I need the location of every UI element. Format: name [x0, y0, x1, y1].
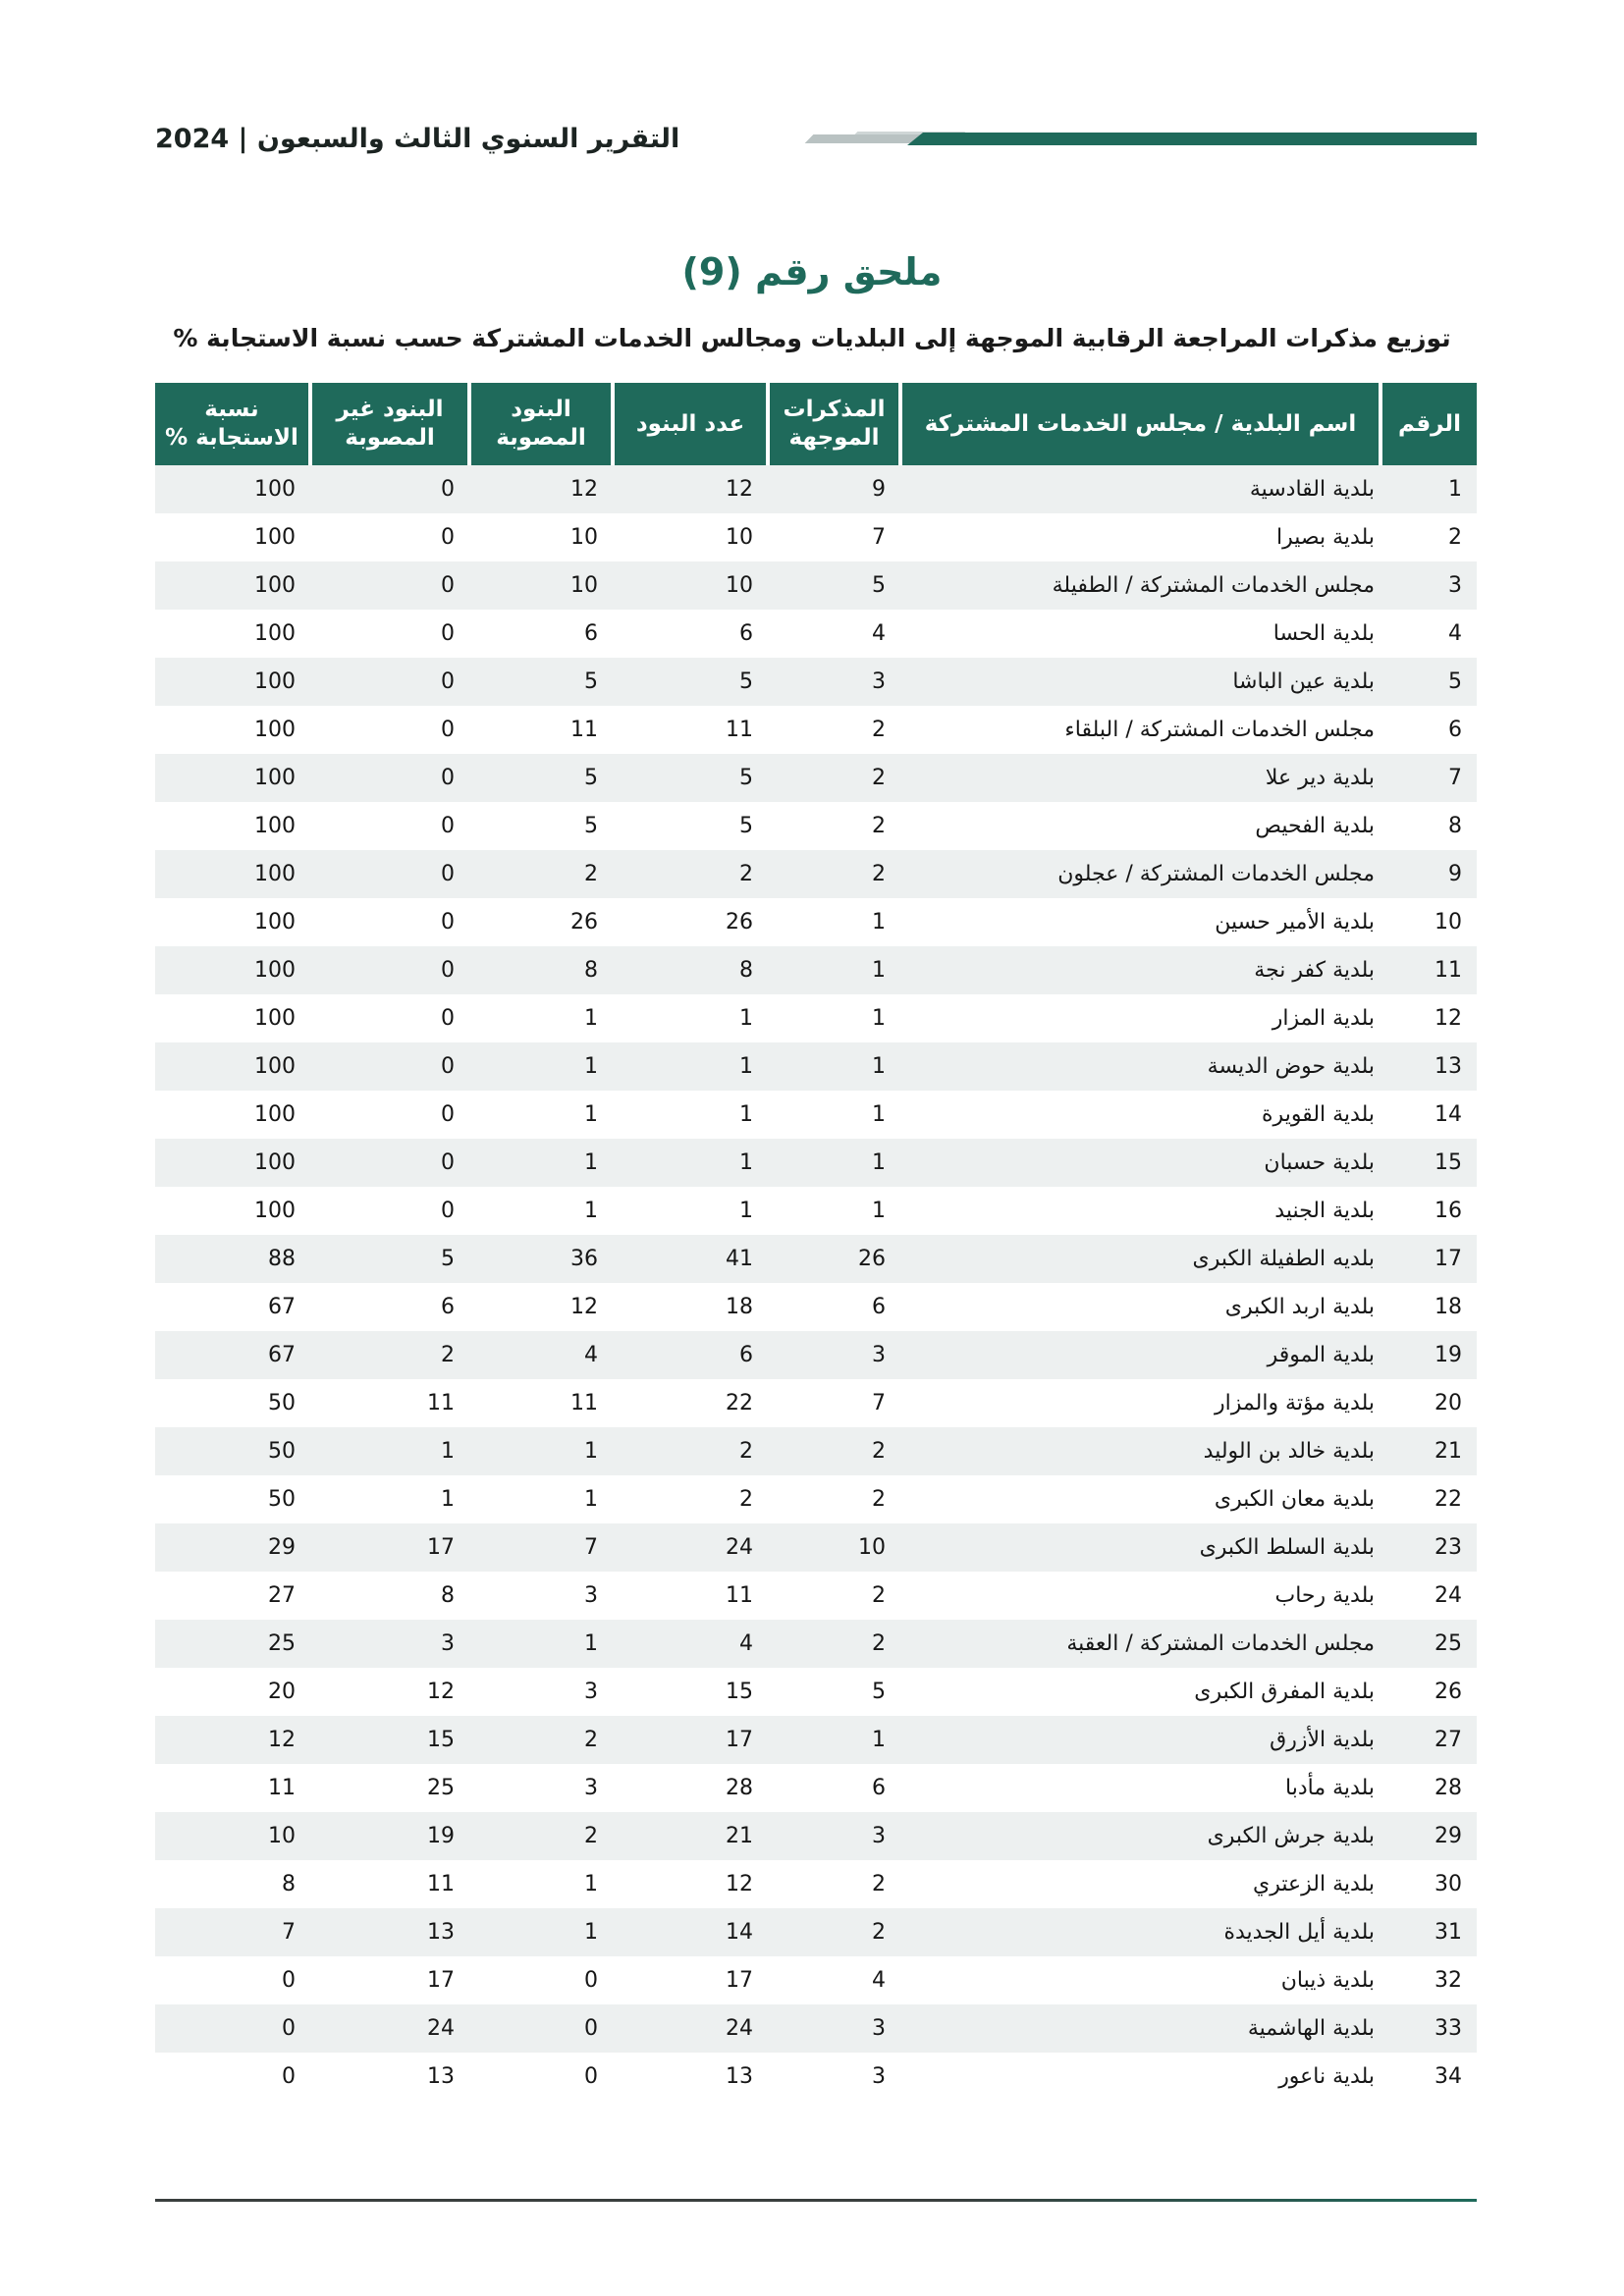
- cell-uncorrected: 5: [310, 1235, 469, 1283]
- cell-items: 5: [613, 658, 768, 706]
- cell-items: 1: [613, 994, 768, 1042]
- cell-response: 20: [155, 1668, 310, 1716]
- cell-memos: 2: [768, 1572, 900, 1620]
- cell-corrected: 3: [469, 1764, 613, 1812]
- cell-name: بلدية السلط الكبرى: [900, 1523, 1380, 1572]
- cell-response: 100: [155, 850, 310, 898]
- cell-num: 3: [1380, 561, 1477, 610]
- cell-response: 100: [155, 898, 310, 946]
- cell-items: 6: [613, 610, 768, 658]
- cell-items: 28: [613, 1764, 768, 1812]
- cell-items: 41: [613, 1235, 768, 1283]
- col-header-items: عدد البنود: [613, 383, 768, 465]
- cell-items: 12: [613, 1860, 768, 1908]
- cell-uncorrected: 15: [310, 1716, 469, 1764]
- cell-name: بلدية رحاب: [900, 1572, 1380, 1620]
- cell-items: 11: [613, 1572, 768, 1620]
- cell-memos: 1: [768, 1716, 900, 1764]
- cell-corrected: 1: [469, 1187, 613, 1235]
- cell-response: 25: [155, 1620, 310, 1668]
- cell-num: 18: [1380, 1283, 1477, 1331]
- cell-memos: 2: [768, 1860, 900, 1908]
- cell-num: 32: [1380, 1956, 1477, 2004]
- cell-uncorrected: 0: [310, 754, 469, 802]
- cell-response: 100: [155, 658, 310, 706]
- cell-uncorrected: 19: [310, 1812, 469, 1860]
- header-decorative-bar: [791, 131, 1477, 148]
- table-row: [155, 1427, 1477, 1475]
- cell-corrected: 8: [469, 946, 613, 994]
- cell-items: 14: [613, 1908, 768, 1956]
- cell-response: 7: [155, 1908, 310, 1956]
- cell-response: 12: [155, 1716, 310, 1764]
- cell-response: 88: [155, 1235, 310, 1283]
- appendix-title: ملحق رقم (9): [681, 250, 943, 294]
- table-row: [155, 1860, 1477, 1908]
- cell-items: 26: [613, 898, 768, 946]
- cell-name: بلدية بصيرا: [900, 513, 1380, 561]
- cell-memos: 2: [768, 802, 900, 850]
- cell-uncorrected: 12: [310, 1668, 469, 1716]
- table-row: [155, 1764, 1477, 1812]
- cell-num: 25: [1380, 1620, 1477, 1668]
- table-row: [155, 1523, 1477, 1572]
- response-table-wrap: [155, 383, 1477, 2101]
- table-row: [155, 2004, 1477, 2053]
- cell-uncorrected: 24: [310, 2004, 469, 2053]
- table-row: [155, 1283, 1477, 1331]
- footer-rule: [155, 2199, 1477, 2202]
- cell-name: مجلس الخدمات المشتركة / عجلون: [900, 850, 1380, 898]
- cell-name: بلدية المفرق الكبرى: [900, 1668, 1380, 1716]
- cell-response: 100: [155, 561, 310, 610]
- cell-memos: 7: [768, 513, 900, 561]
- cell-uncorrected: 3: [310, 1620, 469, 1668]
- cell-name: بلدية حوض الديسة: [900, 1042, 1380, 1091]
- header-bar-teal: [907, 133, 1477, 145]
- cell-num: 6: [1380, 706, 1477, 754]
- cell-num: 5: [1380, 658, 1477, 706]
- cell-memos: 9: [768, 465, 900, 513]
- cell-memos: 1: [768, 1042, 900, 1091]
- cell-name: بلدية ناعور: [900, 2053, 1380, 2101]
- cell-name: بلدية حسبان: [900, 1139, 1380, 1187]
- report-header: [155, 124, 1477, 157]
- cell-name: بلدية المزار: [900, 994, 1380, 1042]
- cell-uncorrected: 0: [310, 658, 469, 706]
- cell-corrected: 1: [469, 1475, 613, 1523]
- cell-corrected: 1: [469, 994, 613, 1042]
- cell-name: بلدية الهاشمية: [900, 2004, 1380, 2053]
- cell-memos: 10: [768, 1523, 900, 1572]
- cell-uncorrected: 0: [310, 706, 469, 754]
- table-row: [155, 610, 1477, 658]
- cell-items: 12: [613, 465, 768, 513]
- cell-name: مجلس الخدمات المشتركة / البلقاء: [900, 706, 1380, 754]
- cell-uncorrected: 25: [310, 1764, 469, 1812]
- cell-uncorrected: 11: [310, 1379, 469, 1427]
- cell-memos: 2: [768, 1620, 900, 1668]
- cell-response: 27: [155, 1572, 310, 1620]
- cell-response: 29: [155, 1523, 310, 1572]
- cell-corrected: 0: [469, 1956, 613, 2004]
- cell-memos: 5: [768, 1668, 900, 1716]
- cell-response: 100: [155, 754, 310, 802]
- cell-num: 10: [1380, 898, 1477, 946]
- cell-response: 100: [155, 706, 310, 754]
- cell-num: 13: [1380, 1042, 1477, 1091]
- cell-memos: 2: [768, 754, 900, 802]
- cell-uncorrected: 0: [310, 561, 469, 610]
- cell-name: بلدية القادسية: [900, 465, 1380, 513]
- cell-memos: 1: [768, 946, 900, 994]
- table-row: [155, 513, 1477, 561]
- col-header-num: الرقم: [1380, 383, 1477, 465]
- cell-num: 11: [1380, 946, 1477, 994]
- cell-response: 8: [155, 1860, 310, 1908]
- cell-corrected: 1: [469, 1427, 613, 1475]
- cell-items: 2: [613, 850, 768, 898]
- cell-response: 0: [155, 2004, 310, 2053]
- cell-response: 11: [155, 1764, 310, 1812]
- cell-response: 67: [155, 1283, 310, 1331]
- cell-items: 24: [613, 1523, 768, 1572]
- cell-response: 100: [155, 994, 310, 1042]
- table-body: [155, 465, 1477, 2101]
- cell-corrected: 1: [469, 1042, 613, 1091]
- table-row: [155, 754, 1477, 802]
- table-row: [155, 465, 1477, 513]
- cell-name: بلدية معان الكبرى: [900, 1475, 1380, 1523]
- table-row: [155, 994, 1477, 1042]
- table-row: [155, 1091, 1477, 1139]
- table-row: [155, 1331, 1477, 1379]
- cell-num: 4: [1380, 610, 1477, 658]
- cell-num: 12: [1380, 994, 1477, 1042]
- cell-num: 27: [1380, 1716, 1477, 1764]
- cell-name: بلدية الجنيد: [900, 1187, 1380, 1235]
- table-row: [155, 1620, 1477, 1668]
- table-row: [155, 1475, 1477, 1523]
- cell-items: 22: [613, 1379, 768, 1427]
- table-row: [155, 1042, 1477, 1091]
- col-header-uncorrected: البنود غير المصوبة: [310, 383, 469, 465]
- cell-memos: 3: [768, 2004, 900, 2053]
- cell-name: بلدية القويرة: [900, 1091, 1380, 1139]
- cell-uncorrected: 0: [310, 513, 469, 561]
- cell-corrected: 1: [469, 1620, 613, 1668]
- table-row: [155, 946, 1477, 994]
- table-row: [155, 1379, 1477, 1427]
- cell-memos: 6: [768, 1283, 900, 1331]
- cell-response: 50: [155, 1379, 310, 1427]
- cell-memos: 3: [768, 658, 900, 706]
- cell-memos: 1: [768, 994, 900, 1042]
- cell-num: 31: [1380, 1908, 1477, 1956]
- cell-name: بلدية أيل الجديدة: [900, 1908, 1380, 1956]
- cell-name: بلدية دير علا: [900, 754, 1380, 802]
- cell-name: بلدية الحسا: [900, 610, 1380, 658]
- cell-corrected: 12: [469, 1283, 613, 1331]
- cell-uncorrected: 17: [310, 1523, 469, 1572]
- cell-uncorrected: 0: [310, 465, 469, 513]
- cell-corrected: 2: [469, 1716, 613, 1764]
- cell-corrected: 2: [469, 1812, 613, 1860]
- cell-num: 17: [1380, 1235, 1477, 1283]
- cell-uncorrected: 0: [310, 610, 469, 658]
- table-row: [155, 1716, 1477, 1764]
- table-row: [155, 2053, 1477, 2101]
- cell-response: 100: [155, 946, 310, 994]
- cell-memos: 1: [768, 1187, 900, 1235]
- cell-num: 19: [1380, 1331, 1477, 1379]
- table-row: [155, 658, 1477, 706]
- cell-uncorrected: 0: [310, 1187, 469, 1235]
- cell-response: 100: [155, 1187, 310, 1235]
- cell-response: 0: [155, 2053, 310, 2101]
- cell-uncorrected: 1: [310, 1427, 469, 1475]
- cell-response: 100: [155, 802, 310, 850]
- cell-corrected: 26: [469, 898, 613, 946]
- cell-items: 21: [613, 1812, 768, 1860]
- cell-corrected: 1: [469, 1908, 613, 1956]
- table-row: [155, 802, 1477, 850]
- cell-corrected: 3: [469, 1572, 613, 1620]
- cell-items: 17: [613, 1956, 768, 2004]
- table-row: [155, 1908, 1477, 1956]
- cell-memos: 2: [768, 1427, 900, 1475]
- cell-num: 8: [1380, 802, 1477, 850]
- cell-memos: 4: [768, 1956, 900, 2004]
- cell-memos: 3: [768, 2053, 900, 2101]
- cell-corrected: 36: [469, 1235, 613, 1283]
- cell-response: 50: [155, 1427, 310, 1475]
- cell-memos: 1: [768, 1139, 900, 1187]
- cell-uncorrected: 17: [310, 1956, 469, 2004]
- cell-response: 100: [155, 513, 310, 561]
- table-row: [155, 1812, 1477, 1860]
- table-row: [155, 1235, 1477, 1283]
- cell-name: بلدية جرش الكبرى: [900, 1812, 1380, 1860]
- cell-response: 100: [155, 610, 310, 658]
- response-table: [155, 383, 1477, 2101]
- col-header-corrected: البنود المصوبة: [469, 383, 613, 465]
- table-row: [155, 850, 1477, 898]
- cell-num: 14: [1380, 1091, 1477, 1139]
- cell-corrected: 12: [469, 465, 613, 513]
- cell-items: 1: [613, 1187, 768, 1235]
- cell-memos: 2: [768, 1908, 900, 1956]
- cell-items: 6: [613, 1331, 768, 1379]
- cell-memos: 4: [768, 610, 900, 658]
- cell-memos: 3: [768, 1812, 900, 1860]
- cell-name: مجلس الخدمات المشتركة / العقبة: [900, 1620, 1380, 1668]
- cell-num: 2: [1380, 513, 1477, 561]
- cell-corrected: 11: [469, 1379, 613, 1427]
- cell-items: 10: [613, 513, 768, 561]
- cell-num: 20: [1380, 1379, 1477, 1427]
- cell-items: 17: [613, 1716, 768, 1764]
- cell-items: 11: [613, 706, 768, 754]
- cell-corrected: 1: [469, 1139, 613, 1187]
- cell-name: بلدية الفحيص: [900, 802, 1380, 850]
- cell-num: 34: [1380, 2053, 1477, 2101]
- cell-name: بلدية مؤتة والمزار: [900, 1379, 1380, 1427]
- table-row: [155, 1572, 1477, 1620]
- cell-corrected: 1: [469, 1860, 613, 1908]
- cell-uncorrected: 6: [310, 1283, 469, 1331]
- cell-corrected: 0: [469, 2004, 613, 2053]
- cell-name: بلدية الزعتري: [900, 1860, 1380, 1908]
- cell-name: بلديه الطفيلة الكبرى: [900, 1235, 1380, 1283]
- cell-memos: 6: [768, 1764, 900, 1812]
- table-row: [155, 1139, 1477, 1187]
- cell-num: 7: [1380, 754, 1477, 802]
- cell-uncorrected: 0: [310, 898, 469, 946]
- cell-corrected: 10: [469, 561, 613, 610]
- cell-response: 67: [155, 1331, 310, 1379]
- cell-memos: 1: [768, 898, 900, 946]
- cell-items: 1: [613, 1139, 768, 1187]
- cell-uncorrected: 0: [310, 994, 469, 1042]
- cell-name: بلدية خالد بن الوليد: [900, 1427, 1380, 1475]
- cell-name: مجلس الخدمات المشتركة / الطفيلة: [900, 561, 1380, 610]
- cell-memos: 2: [768, 1475, 900, 1523]
- table-row: [155, 561, 1477, 610]
- table-row: [155, 898, 1477, 946]
- cell-uncorrected: 1: [310, 1475, 469, 1523]
- table-row: [155, 706, 1477, 754]
- cell-items: 4: [613, 1620, 768, 1668]
- cell-items: 1: [613, 1091, 768, 1139]
- cell-memos: 5: [768, 561, 900, 610]
- cell-items: 8: [613, 946, 768, 994]
- cell-num: 26: [1380, 1668, 1477, 1716]
- cell-response: 50: [155, 1475, 310, 1523]
- cell-num: 23: [1380, 1523, 1477, 1572]
- cell-corrected: 5: [469, 658, 613, 706]
- cell-memos: 3: [768, 1331, 900, 1379]
- cell-num: 1: [1380, 465, 1477, 513]
- report-header-title: التقرير السنوي الثالث والسبعون | 2024: [155, 124, 680, 154]
- table-row: [155, 1668, 1477, 1716]
- cell-corrected: 6: [469, 610, 613, 658]
- cell-num: 33: [1380, 2004, 1477, 2053]
- cell-name: بلدية كفر نجة: [900, 946, 1380, 994]
- cell-memos: 2: [768, 706, 900, 754]
- cell-corrected: 5: [469, 754, 613, 802]
- cell-name: بلدية اربد الكبرى: [900, 1283, 1380, 1331]
- cell-corrected: 2: [469, 850, 613, 898]
- cell-corrected: 7: [469, 1523, 613, 1572]
- cell-name: بلدية الأزرق: [900, 1716, 1380, 1764]
- cell-items: 24: [613, 2004, 768, 2053]
- cell-corrected: 4: [469, 1331, 613, 1379]
- cell-items: 15: [613, 1668, 768, 1716]
- table-header-row: [155, 383, 1477, 465]
- cell-num: 16: [1380, 1187, 1477, 1235]
- cell-corrected: 11: [469, 706, 613, 754]
- cell-corrected: 5: [469, 802, 613, 850]
- cell-num: 21: [1380, 1427, 1477, 1475]
- cell-num: 30: [1380, 1860, 1477, 1908]
- cell-name: بلدية الموقر: [900, 1331, 1380, 1379]
- cell-uncorrected: 0: [310, 1139, 469, 1187]
- cell-memos: 1: [768, 1091, 900, 1139]
- cell-uncorrected: 8: [310, 1572, 469, 1620]
- cell-uncorrected: 0: [310, 850, 469, 898]
- cell-items: 2: [613, 1427, 768, 1475]
- cell-num: 9: [1380, 850, 1477, 898]
- cell-num: 28: [1380, 1764, 1477, 1812]
- appendix-subtitle: توزيع مذكرات المراجعة الرقابية الموجهة إلى البلديات ومجالس الخدمات المشتركة حسب نسبة الاستجابة %: [173, 324, 1451, 352]
- cell-num: 15: [1380, 1139, 1477, 1187]
- cell-uncorrected: 13: [310, 2053, 469, 2101]
- cell-name: بلدية ذيبان: [900, 1956, 1380, 2004]
- cell-response: 100: [155, 1139, 310, 1187]
- cell-response: 0: [155, 1956, 310, 2004]
- cell-response: 10: [155, 1812, 310, 1860]
- cell-response: 100: [155, 465, 310, 513]
- col-header-name: اسم البلدية / مجلس الخدمات المشتركة: [900, 383, 1380, 465]
- cell-corrected: 3: [469, 1668, 613, 1716]
- cell-corrected: 0: [469, 2053, 613, 2101]
- cell-items: 18: [613, 1283, 768, 1331]
- cell-uncorrected: 2: [310, 1331, 469, 1379]
- cell-memos: 2: [768, 850, 900, 898]
- cell-uncorrected: 0: [310, 1091, 469, 1139]
- cell-name: بلدية مأدبا: [900, 1764, 1380, 1812]
- cell-response: 100: [155, 1091, 310, 1139]
- cell-name: بلدية الأمير حسين: [900, 898, 1380, 946]
- cell-uncorrected: 0: [310, 802, 469, 850]
- cell-num: 22: [1380, 1475, 1477, 1523]
- cell-memos: 7: [768, 1379, 900, 1427]
- cell-items: 10: [613, 561, 768, 610]
- cell-corrected: 1: [469, 1091, 613, 1139]
- cell-name: بلدية عين الباشا: [900, 658, 1380, 706]
- table-row: [155, 1187, 1477, 1235]
- col-header-response: نسبة الاستجابة %: [155, 383, 310, 465]
- cell-items: 5: [613, 754, 768, 802]
- cell-response: 100: [155, 1042, 310, 1091]
- cell-uncorrected: 0: [310, 1042, 469, 1091]
- cell-corrected: 10: [469, 513, 613, 561]
- cell-uncorrected: 13: [310, 1908, 469, 1956]
- cell-items: 5: [613, 802, 768, 850]
- cell-num: 24: [1380, 1572, 1477, 1620]
- table-row: [155, 1956, 1477, 2004]
- cell-uncorrected: 11: [310, 1860, 469, 1908]
- cell-items: 13: [613, 2053, 768, 2101]
- cell-items: 2: [613, 1475, 768, 1523]
- col-header-memos: المذكرات الموجهة: [768, 383, 900, 465]
- cell-items: 1: [613, 1042, 768, 1091]
- cell-num: 29: [1380, 1812, 1477, 1860]
- cell-memos: 26: [768, 1235, 900, 1283]
- cell-uncorrected: 0: [310, 946, 469, 994]
